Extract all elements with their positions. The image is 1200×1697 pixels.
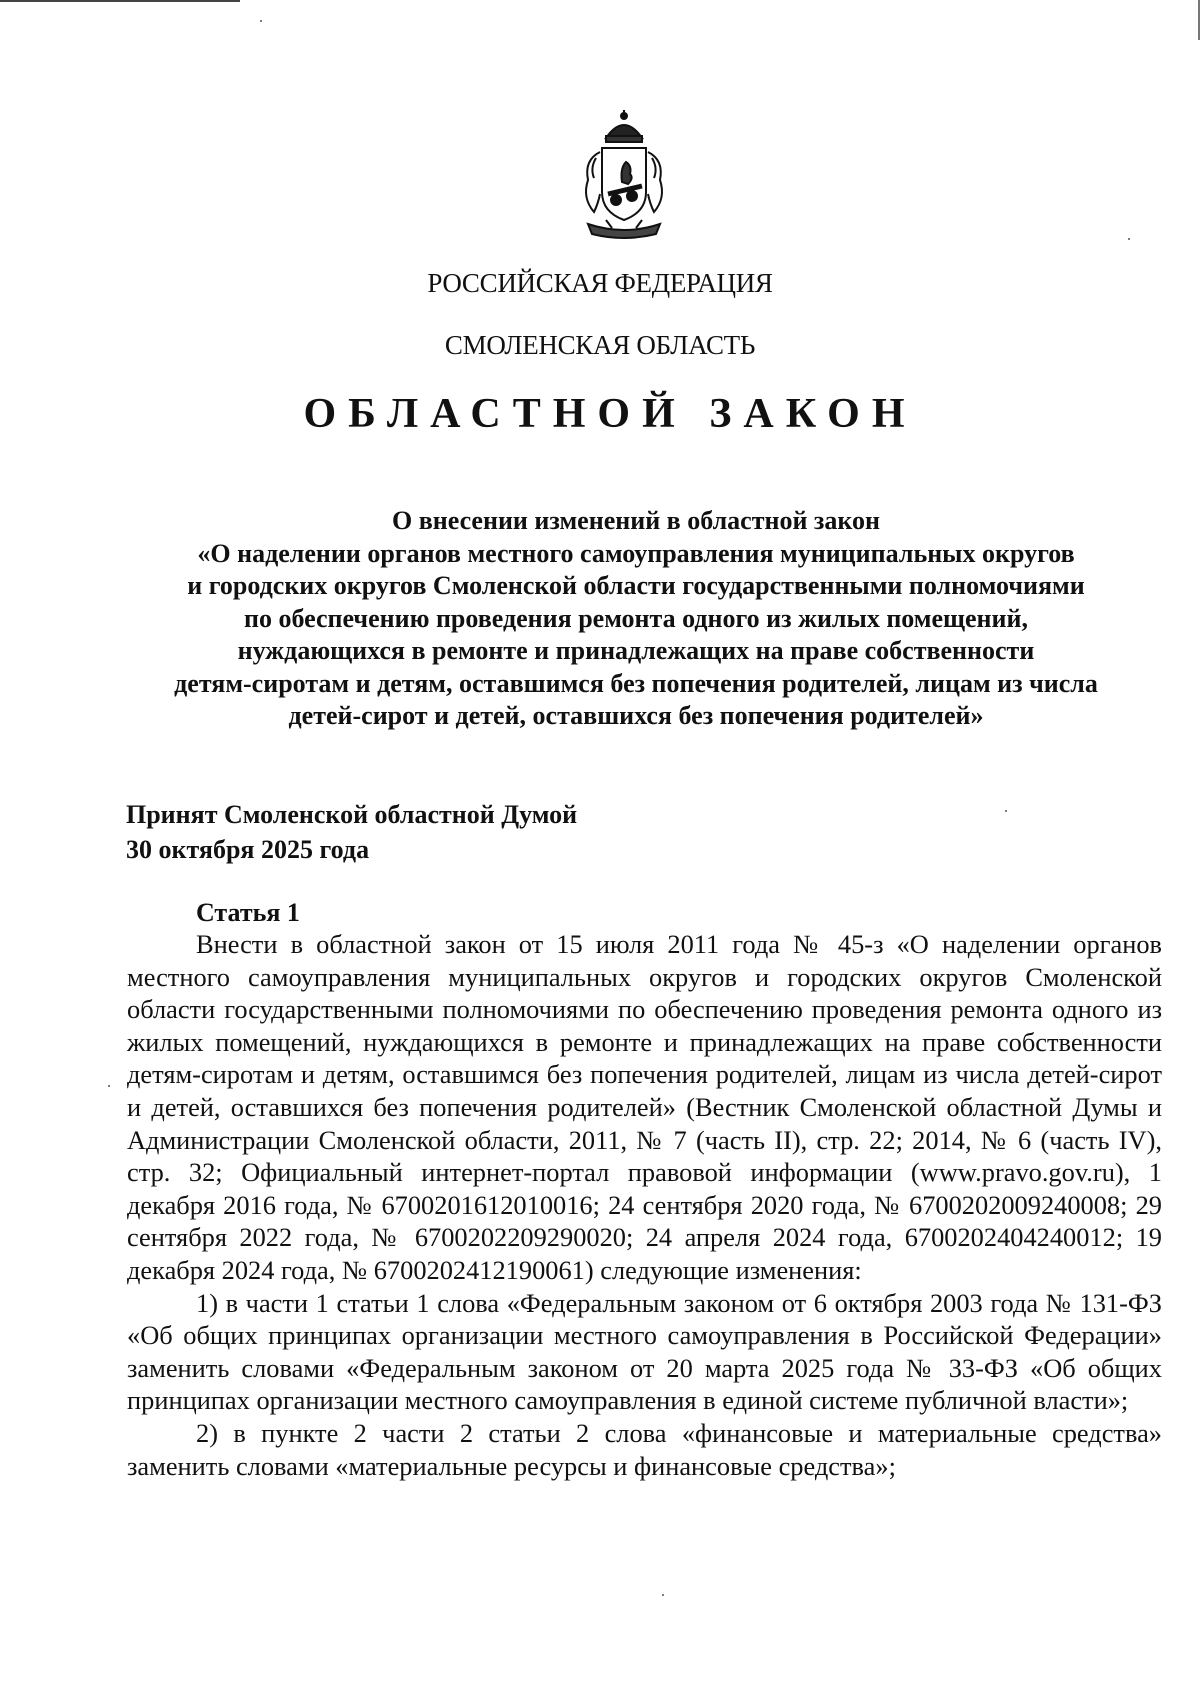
- country-heading: РОССИЙСКАЯ ФЕДЕРАЦИЯ: [427, 268, 773, 298]
- law-title-line: нуждающихся в ремонте и принадлежащих на праве собственности: [237, 636, 1035, 665]
- document-type-heading: ОБЛАСТНОЙ ЗАКОН: [303, 391, 917, 437]
- adoption-body: Принят Смоленской областной Думой: [126, 800, 578, 829]
- scan-speck: [108, 1085, 110, 1087]
- scan-speck: [260, 20, 262, 22]
- region-heading: СМОЛЕНСКАЯ ОБЛАСТЬ: [444, 330, 756, 360]
- adoption-info: [126, 797, 577, 867]
- law-title-line: «О наделении органов местного самоуправления муниципальных округов: [197, 538, 1075, 568]
- article-paragraph: 1) в части 1 статьи 1 слова «Федеральным законом от 6 октября 2003 года № 131-ФЗ «Об общих принципах организации местного самоуправления в Российской Федерации» заменить словами «Федеральным законом от 20 марта 2025 года № 33-ФЗ «Об общих принципах организации местного самоуправления в единой системе публичной власти»;: [127, 1287, 1162, 1416]
- article-heading: Статья 1: [196, 898, 300, 927]
- law-title-line: детей-сирот и детей, оставшихся без попечения родителей»: [288, 701, 984, 730]
- scan-speck: [662, 1594, 664, 1596]
- law-title: [110, 505, 1162, 733]
- law-title-line: О внесении изменений в областной закон: [391, 506, 881, 535]
- scan-speck: [1128, 238, 1130, 240]
- law-title-line: по обеспечению проведения ремонта одного из жилых помещений,: [244, 603, 1028, 633]
- article-body: [127, 928, 1162, 1482]
- adoption-date: 30 октября 2025 года: [126, 835, 370, 864]
- article-paragraph: Внести в областной закон от 15 июля 2011 года № 45-з «О наделении органов местного самоуправления муниципальных округов и городских округов Смоленской области государственными полномочиями по обеспечению проведения ремонта одного из жилых помещений, нуждающихся в ремонте и принадлежащих на праве собственности детям-сиротам и детям, оставшимся без попечения родителей, лицам из числа детей-сирот и детей, оставшихся без попечения родителей» (Вестник Смоленской областной Думы и Администрации Смоленской области, 2011, № 7 (часть II), стр. 22; 2014, № 6 (часть IV), стр. 32; Официальный интернет-портал правовой информации (www.pravo.gov.ru), 1 декабря 2016 года, № 6700201612010016; 24 сентября 2020 года, № 6700202009240008; 29 сентября 2022 года, № 6700202209290020; 24 апреля 2024 года, 6700202404240012; 19 декабря 2024 года, № 6700202412190061) следующие изменения:: [127, 929, 1162, 1285]
- scan-edge-top: [0, 0, 240, 2]
- article-paragraph: 2) в пункте 2 части 2 статьи 2 слова «финансовые и материальные средства» заменить словами «материальные ресурсы и финансовые средства»;: [127, 1417, 1162, 1481]
- scan-speck: [1005, 810, 1007, 812]
- coat-of-arms-icon: [576, 108, 672, 244]
- law-title-line: детям-сиротам и детям, оставшимся без попечения родителей, лицам из числа: [174, 668, 1098, 698]
- law-title-line: и городских округов Смоленской области государственными полномочиями: [187, 571, 1085, 600]
